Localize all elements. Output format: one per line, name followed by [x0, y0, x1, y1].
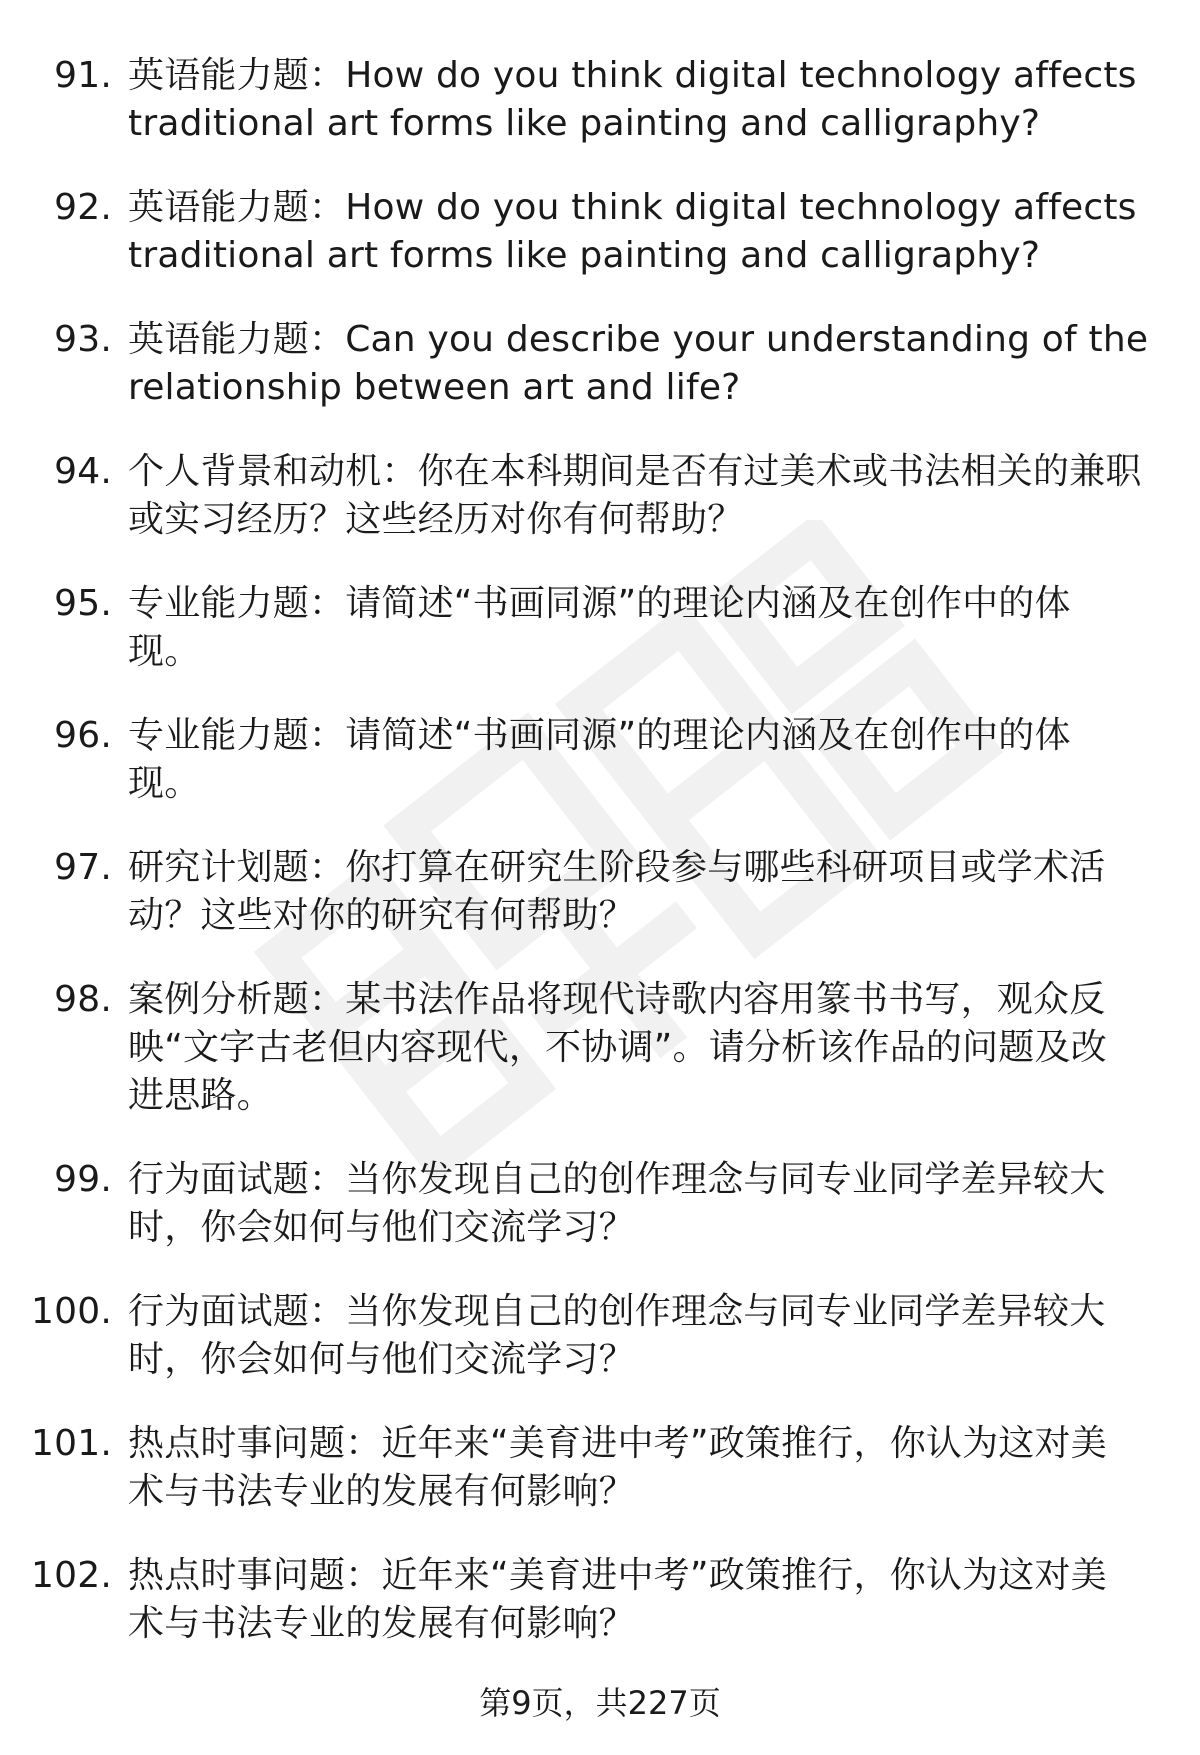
- question-text-line: 术与书法专业的发展有何影响？: [128, 1471, 635, 1512]
- question-text-line: 现。: [128, 763, 201, 804]
- question-number: 98.: [54, 979, 112, 1020]
- question-text-line: 英语能力题：Can you describe your understanding of the: [128, 319, 1149, 360]
- question-number: 97.: [54, 847, 112, 888]
- question-text-line: traditional art forms like painting and calligraphy?: [128, 103, 1041, 144]
- question-text-line: relationship between art and life?: [128, 367, 741, 408]
- question-item: [0, 1156, 1148, 1252]
- question-item: [0, 580, 1148, 676]
- question-item: [0, 1288, 1148, 1384]
- question-text-line: 热点时事问题：近年来“美育进中考”政策推行，你认为这对美: [128, 1423, 1107, 1464]
- question-item: [0, 976, 1148, 1120]
- question-text-line: 现。: [128, 631, 201, 672]
- question-text-line: 专业能力题：请简述“书画同源”的理论内涵及在创作中的体: [128, 583, 1071, 624]
- question-item: [0, 448, 1148, 544]
- question-text-line: 时，你会如何与他们交流学习？: [128, 1339, 635, 1380]
- question-text-line: 热点时事问题：近年来“美育进中考”政策推行，你认为这对美: [128, 1555, 1107, 1596]
- question-number: 93.: [54, 319, 112, 360]
- question-text-line: traditional art forms like painting and calligraphy?: [128, 235, 1041, 276]
- question-text-line: 英语能力题：How do you think digital technology affects: [128, 187, 1137, 228]
- question-text-line: 研究计划题：你打算在研究生阶段参与哪些科研项目或学术活: [128, 847, 1106, 888]
- question-number: 101.: [31, 1423, 112, 1464]
- question-text-line: 映“文字古老但内容现代，不协调”。请分析该作品的问题及改: [128, 1027, 1107, 1068]
- question-item: [0, 1420, 1148, 1516]
- question-text-line: 行为面试题：当你发现自己的创作理念与同专业同学差异较大: [128, 1159, 1106, 1200]
- question-item: [0, 1552, 1148, 1648]
- question-number: 94.: [54, 451, 112, 492]
- question-text-line: 进思路。: [128, 1075, 273, 1116]
- question-number: 91.: [54, 55, 112, 96]
- question-item: [0, 184, 1148, 280]
- question-text-line: 术与书法专业的发展有何影响？: [128, 1603, 635, 1644]
- question-number: 96.: [54, 715, 112, 756]
- question-number: 99.: [54, 1159, 112, 1200]
- question-item: [0, 316, 1148, 412]
- question-text-line: 英语能力题：How do you think digital technology affects: [128, 55, 1137, 96]
- question-text-line: 或实习经历？这些经历对你有何帮助？: [128, 499, 744, 540]
- question-text-line: 动？这些对你的研究有何帮助？: [128, 895, 635, 936]
- question-text-line: 案例分析题：某书法作品将现代诗歌内容用篆书书写，观众反: [128, 979, 1106, 1020]
- question-item: [0, 844, 1148, 940]
- question-text-line: 行为面试题：当你发现自己的创作理念与同专业同学差异较大: [128, 1291, 1106, 1332]
- question-item: [0, 712, 1148, 808]
- question-text-line: 时，你会如何与他们交流学习？: [128, 1207, 635, 1248]
- question-item: [0, 52, 1148, 148]
- page-footer: 第9页，共227页: [479, 1684, 721, 1722]
- question-text-line: 专业能力题：请简述“书画同源”的理论内涵及在创作中的体: [128, 715, 1071, 756]
- question-number: 100.: [31, 1291, 112, 1332]
- question-number: 95.: [54, 583, 112, 624]
- question-list: [0, 52, 1200, 1684]
- question-number: 92.: [54, 187, 112, 228]
- question-number: 102.: [31, 1555, 112, 1596]
- question-text-line: 个人背景和动机：你在本科期间是否有过美术或书法相关的兼职: [128, 451, 1142, 492]
